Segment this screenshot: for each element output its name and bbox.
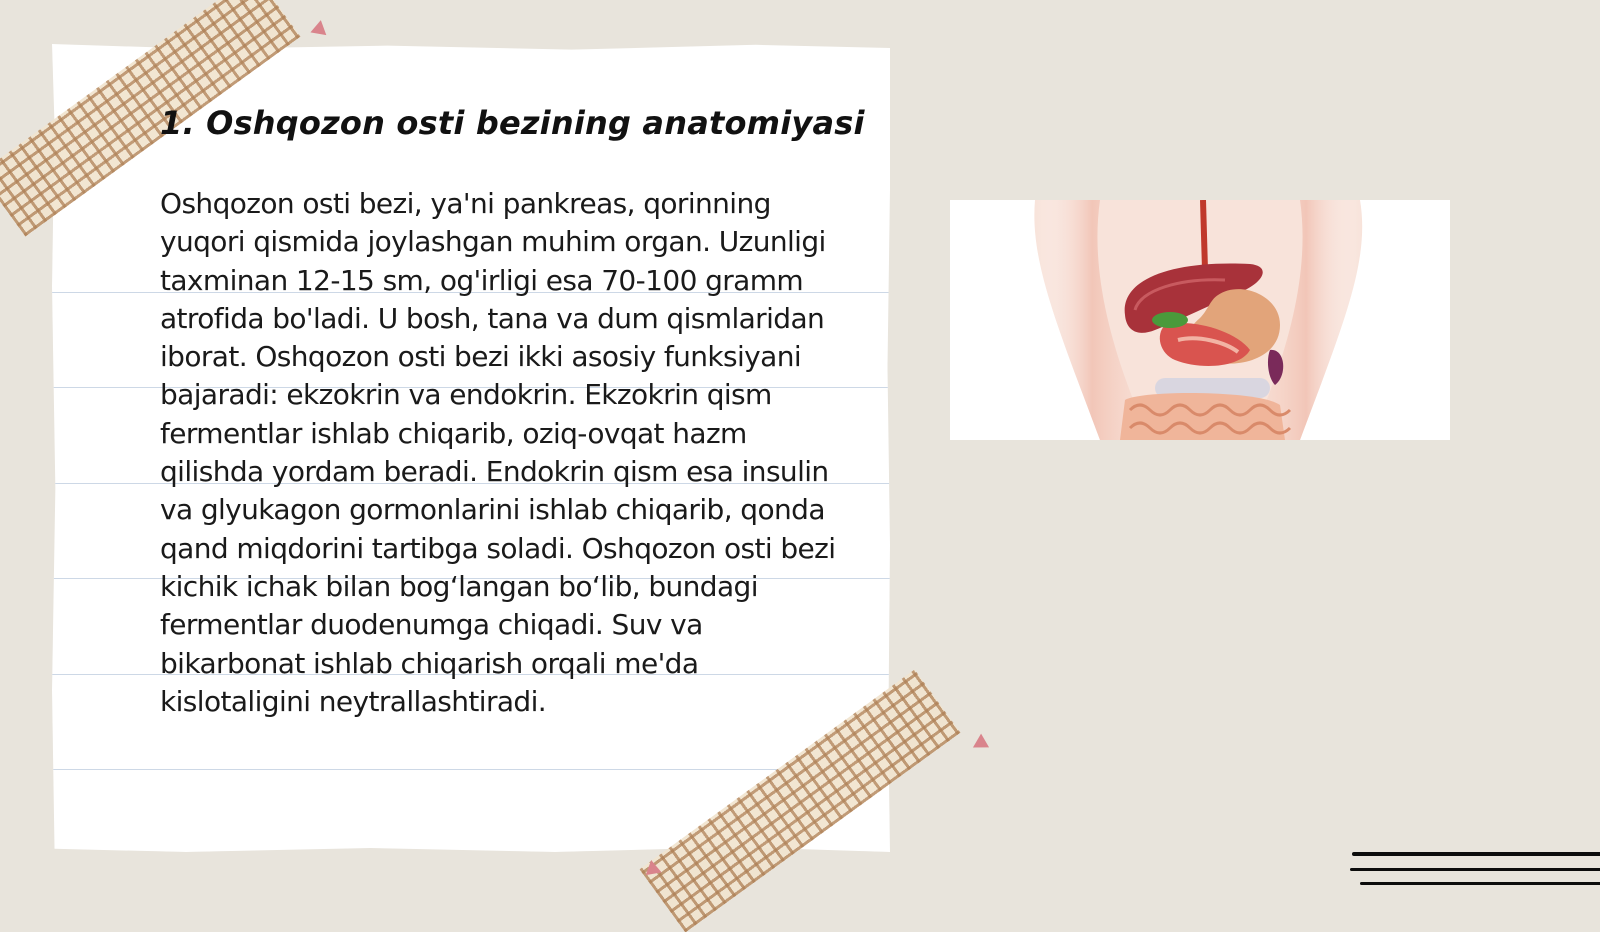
anatomy-image — [950, 200, 1450, 440]
slide-title: 1. Oshqozon osti bezining anatomiyasi — [160, 104, 865, 142]
ruled-line — [52, 769, 890, 770]
decorative-stroke — [1350, 868, 1600, 871]
digestive-system-illustration — [950, 200, 1450, 440]
decorative-stroke — [1360, 882, 1600, 885]
decorative-stroke — [1352, 852, 1600, 856]
body-paragraph: Oshqozon osti bezi, ya'ni pankreas, qorinning yuqori qismida joylashgan muhim organ. Uzunligi taxminan 12-15 sm, og'irligi esa 70-100 gramm atrofida bo'ladi. U bosh, tana va dum qismlaridan iborat. Oshqozon osti bezi ikki asosiy funksiyani bajaradi: ekzokrin va endokrin. Ekzokrin qism fermentlar ishlab chiqarib, oziq-ovqat hazm qilishda yordam beradi. Endokrin qism esa insulin va glyukagon gormonlarini ishlab chiqarib, qonda qand miqdorini tartibga soladi. Oshqozon osti bezi kichik ichak bilan bog‘langan bo‘lib, bundagi fermentlar duodenumga chiqadi. Suv va bikarbonat ishlab chiqarish orqali me'da kislotaligini neytrallashtiradi. — [160, 187, 836, 718]
tape-tip — [969, 734, 989, 755]
tape-tip — [308, 20, 327, 40]
